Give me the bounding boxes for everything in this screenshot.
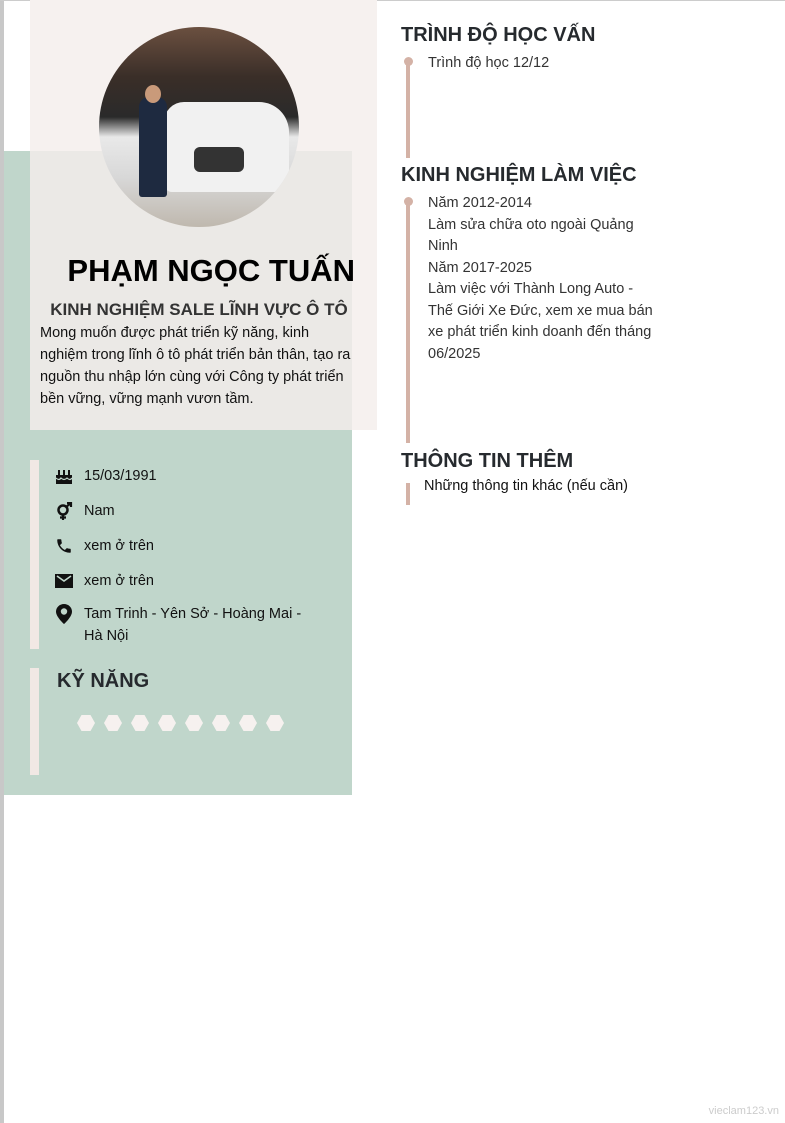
experience-line: Làm sửa chữa oto ngoài Quảng Ninh: [428, 216, 634, 254]
skill-dot: [239, 715, 257, 731]
skill-level-rating: [77, 715, 284, 731]
phone-icon: [54, 536, 74, 556]
experience-title: KINH NGHIỆM LÀM VIỆC: [401, 164, 637, 186]
experience-timeline-dot: [404, 197, 413, 206]
info-phone: [54, 535, 154, 557]
birthday-value: 15/03/1991: [84, 468, 157, 484]
address-value: Tam Trinh - Yên Sở - Hoàng Mai - Hà Nội: [84, 606, 302, 644]
education-timeline-dot: [404, 57, 413, 66]
skill-dot: [77, 715, 95, 731]
skills-title: KỸ NĂNG: [57, 670, 150, 692]
avatar-photo[interactable]: [99, 27, 299, 227]
career-objective: Mong muốn được phát triển kỹ năng, kinh nghiệm trong lĩnh ô tô phát triển bản thân, tạo ra nguồn thu nhập lớn cùng với Công ty phát triển bền vững, vững mạnh vươn tầm.: [40, 325, 351, 407]
skill-dot: [158, 715, 176, 731]
skill-dot: [104, 715, 122, 731]
email-icon: [54, 571, 74, 591]
skills-accent-bar: [30, 668, 39, 775]
skill-dot: [131, 715, 149, 731]
email-value: xem ở trên: [84, 573, 154, 589]
skill-dot: [266, 715, 284, 731]
info-address: [54, 603, 304, 647]
extra-info-content: Những thông tin khác (nếu cần): [424, 478, 628, 494]
birthday-cake-icon: [54, 466, 74, 486]
location-icon: [54, 604, 74, 624]
info-accent-bar: [30, 460, 39, 649]
gender-value: Nam: [84, 503, 115, 519]
skill-dot: [212, 715, 230, 731]
info-gender: [54, 500, 115, 522]
info-birthday: [54, 465, 157, 487]
extra-info-title: THÔNG TIN THÊM: [401, 450, 574, 472]
experience-timeline-line: [406, 200, 410, 443]
experience-line: Năm 2012-2014: [428, 195, 532, 211]
candidate-position: KINH NGHIỆM SALE LĨNH VỰC Ô TÔ: [50, 300, 348, 319]
photo-car-grille: [194, 147, 244, 172]
info-email: [54, 570, 154, 592]
watermark: vieclam123.vn: [708, 1105, 779, 1117]
education-title: TRÌNH ĐỘ HỌC VẤN: [401, 24, 596, 46]
phone-value: xem ở trên: [84, 538, 154, 554]
experience-line: Làm việc với Thành Long Auto - Thế Giới Xe Đức, xem xe mua bán xe phát triển kinh doanh đến tháng 06/2025: [428, 281, 653, 362]
candidate-name: PHẠM NGỌC TUẤN: [67, 253, 355, 288]
skill-dot: [185, 715, 203, 731]
photo-person: [139, 97, 167, 197]
gender-icon: [54, 501, 74, 521]
education-content: Trình độ học 12/12: [428, 55, 550, 71]
photo-person-head: [145, 85, 161, 103]
experience-line: Năm 2017-2025: [428, 259, 532, 276]
experience-content: [428, 193, 653, 365]
education-timeline-line: [406, 62, 410, 158]
extra-timeline-line: [406, 483, 410, 505]
